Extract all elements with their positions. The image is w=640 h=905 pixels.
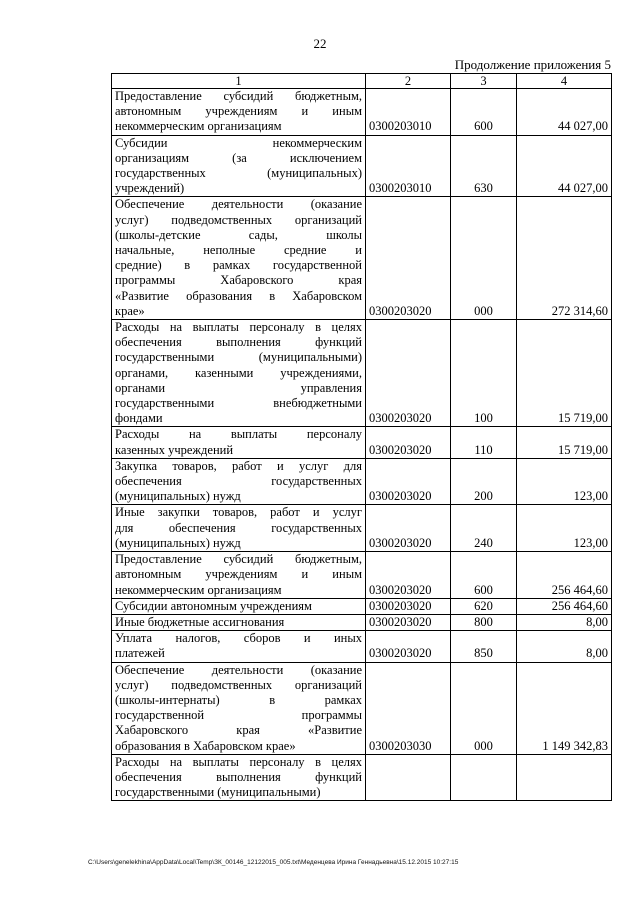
table-row [112, 505, 612, 552]
row-code-cell: 0300203020 [366, 427, 451, 458]
table-row [112, 320, 612, 427]
row-name-line: казенных учреждений [115, 442, 234, 457]
row-name-line: (муниципальных) нужд [115, 535, 241, 550]
row-name-line: организациям (за исключением [115, 150, 362, 165]
row-code-cell [366, 754, 451, 801]
row-name-line: услуг) подведомственных организаций [115, 212, 362, 227]
row-name-cell [112, 505, 366, 552]
row-code-cell: 0300203020 [366, 552, 451, 599]
row-code-cell: 0300203020 [366, 598, 451, 614]
header-col-1: 1 [112, 74, 366, 89]
row-type-cell: 600 [451, 89, 517, 136]
row-sum-cell: 1 149 342,83 [517, 662, 612, 754]
row-name-line: услуг) подведомственных организаций [115, 677, 362, 692]
row-type-cell: 600 [451, 552, 517, 599]
row-sum-cell: 123,00 [517, 458, 612, 505]
row-sum-cell: 123,00 [517, 505, 612, 552]
row-name-line: Уплата налогов, сборов и иных [115, 631, 362, 646]
table-row [112, 552, 612, 599]
row-name-line: Закупка товаров, работ и услуг для [115, 458, 362, 473]
row-type-cell: 110 [451, 427, 517, 458]
row-code-cell: 0300203020 [366, 614, 451, 630]
table-header-row [112, 74, 612, 89]
row-name-line: Обеспечение деятельности (оказание [115, 197, 362, 212]
row-name-line: органами, казенными учреждениями, [115, 365, 362, 380]
row-code-cell: 0300203030 [366, 662, 451, 754]
table-row [112, 598, 612, 614]
row-code-cell: 0300203010 [366, 135, 451, 197]
row-name-line: государственной программы [115, 708, 362, 723]
row-name-line: образования в Хабаровском крае» [115, 738, 296, 753]
row-sum-cell: 44 027,00 [517, 135, 612, 197]
row-name-cell [112, 552, 366, 599]
row-name-line: начальные, неполные средние и [115, 243, 362, 258]
row-name-cell [112, 320, 366, 427]
row-name-line: государственными (муниципальными) [115, 785, 321, 800]
row-name-line: (школы-интернаты) в рамках [115, 692, 362, 707]
row-sum-cell: 256 464,60 [517, 598, 612, 614]
header-col-4: 4 [517, 74, 612, 89]
row-name-cell [112, 89, 366, 136]
row-name-cell [112, 631, 366, 662]
row-code-cell: 0300203020 [366, 320, 451, 427]
budget-table [111, 73, 612, 801]
row-type-cell: 630 [451, 135, 517, 197]
row-name-line: Обеспечение деятельности (оказание [115, 662, 362, 677]
row-type-cell: 800 [451, 614, 517, 630]
header-col-2: 2 [366, 74, 451, 89]
table-row [112, 89, 612, 136]
row-name-line: государственных (муниципальных) [115, 166, 362, 181]
table-body [112, 89, 612, 801]
row-name-line: крае» [115, 303, 145, 318]
row-name-cell [112, 458, 366, 505]
row-name-line: Субсидии некоммерческим [115, 135, 362, 150]
row-name-line: (школы-детские сады, школы [115, 227, 362, 242]
row-name-cell [112, 427, 366, 458]
row-name-line: Предоставление субсидий бюджетным, [115, 89, 362, 103]
row-name-line: средние) в рамках государственной [115, 258, 362, 273]
row-name-line: Иные бюджетные ассигнования [115, 614, 285, 629]
row-name-line: «Развитие образования в Хабаровском [115, 288, 362, 303]
page-number: 22 [313, 36, 327, 51]
row-name-line: Расходы на выплаты персоналу в целях [115, 754, 362, 769]
row-sum-cell: 15 719,00 [517, 427, 612, 458]
row-name-cell [112, 197, 366, 320]
row-name-line: Субсидии автономным учреждениям [115, 598, 312, 613]
row-name-line: Хабаровского края «Развитие [115, 723, 362, 738]
row-name-line: (муниципальных) нужд [115, 489, 241, 504]
row-name-line: Иные закупки товаров, работ и услуг [115, 505, 362, 520]
row-name-cell [112, 754, 366, 801]
row-type-cell: 240 [451, 505, 517, 552]
row-name-line: некоммерческим организациям [115, 582, 282, 597]
row-name-line: обеспечения выполнения функций [115, 769, 362, 784]
row-sum-cell: 44 027,00 [517, 89, 612, 136]
table-row [112, 458, 612, 505]
table-row [112, 427, 612, 458]
continuation-label: Продолжение приложения 5 [454, 57, 611, 72]
row-sum-cell: 8,00 [517, 614, 612, 630]
row-type-cell: 200 [451, 458, 517, 505]
row-name-line: фондами [115, 411, 163, 426]
row-code-cell: 0300203020 [366, 631, 451, 662]
row-type-cell: 000 [451, 197, 517, 320]
row-name-line: обеспечения выполнения функций [115, 335, 362, 350]
row-name-cell [112, 614, 366, 630]
row-type-cell: 850 [451, 631, 517, 662]
row-sum-cell: 256 464,60 [517, 552, 612, 599]
row-type-cell: 000 [451, 662, 517, 754]
row-name-line: программы Хабаровского края [115, 273, 362, 288]
table-row [112, 614, 612, 630]
row-name-line: обеспечения государственных [115, 474, 362, 489]
header-col-3: 3 [451, 74, 517, 89]
table-row [112, 197, 612, 320]
row-name-line: Расходы на выплаты персоналу [115, 427, 362, 442]
row-type-cell [451, 754, 517, 801]
row-name-line: Предоставление субсидий бюджетным, [115, 552, 362, 567]
row-code-cell: 0300203020 [366, 458, 451, 505]
table-row [112, 662, 612, 754]
footer-file-path: C:\Users\genelekhina\AppData\Local\Temp\ЗК_00146_12122015_005.txt\Меденцева Ирина Геннадьевна\15.12.2015 10:27:15 [88, 859, 459, 866]
row-name-line: автономным учреждениям и иным [115, 104, 362, 119]
row-name-line: органами управления [115, 380, 362, 395]
row-name-cell [112, 662, 366, 754]
row-code-cell: 0300203020 [366, 197, 451, 320]
row-name-line: Расходы на выплаты персоналу в целях [115, 320, 362, 335]
row-name-line: платежей [115, 646, 165, 661]
row-name-line: некоммерческим организациям [115, 119, 282, 134]
row-name-line: государственными внебюджетными [115, 396, 362, 411]
row-name-cell [112, 135, 366, 197]
row-type-cell: 620 [451, 598, 517, 614]
row-sum-cell: 8,00 [517, 631, 612, 662]
row-code-cell: 0300203020 [366, 505, 451, 552]
row-name-line: государственными (муниципальными) [115, 350, 362, 365]
row-name-cell [112, 598, 366, 614]
table-row [112, 754, 612, 801]
row-sum-cell: 272 314,60 [517, 197, 612, 320]
row-name-line: автономным учреждениям и иным [115, 567, 362, 582]
row-code-cell: 0300203010 [366, 89, 451, 136]
table-row [112, 135, 612, 197]
row-name-line: учреждений) [115, 181, 185, 196]
row-name-line: для обеспечения государственных [115, 520, 362, 535]
row-sum-cell [517, 754, 612, 801]
table-row [112, 631, 612, 662]
row-sum-cell: 15 719,00 [517, 320, 612, 427]
row-type-cell: 100 [451, 320, 517, 427]
